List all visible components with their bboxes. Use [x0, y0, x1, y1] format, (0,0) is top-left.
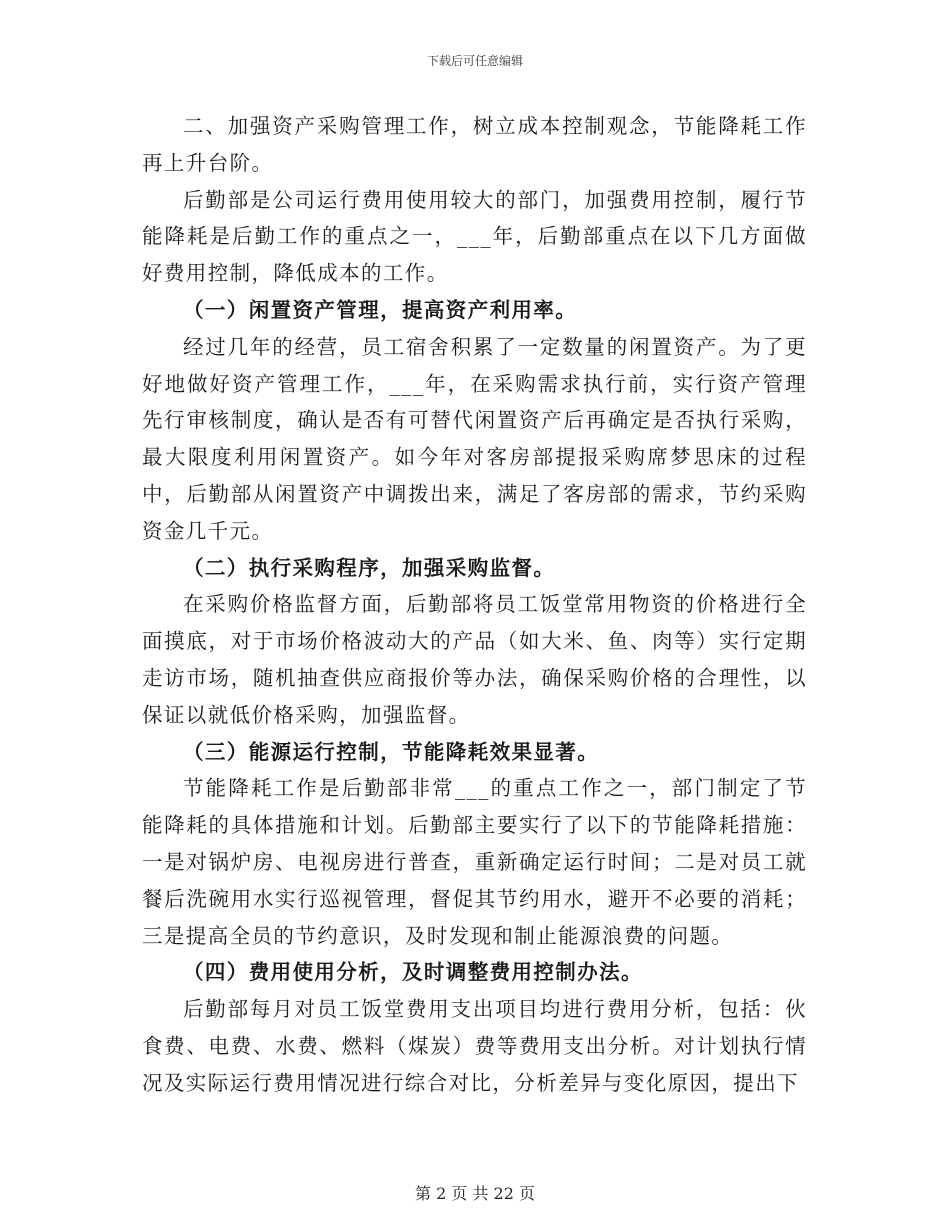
document-body [142, 108, 807, 1102]
page-header: 下载后可任意编辑 [426, 54, 523, 68]
section-heading-1: （一）闲置资产管理，提高资产利用率。 [183, 297, 578, 322]
page-number-footer: 第 2 页 共 22 页 [415, 1184, 535, 1203]
paragraph-5: 节能降耗工作是后勤部非常___的重点工作之一，部门制定了节能降耗的具体措施和计划。后勤部主要实行了以下的节能降耗措施：一是对锅炉房、电视房进行普查，重新确定运行时间；二是对员工就餐后洗碗用水实行巡视管理，督促其节约用水，避开不必要的消耗；三是提高全员的节约意识，及时发现和制止能源浪费的问题。 [142, 776, 807, 948]
section-heading-3: （三）能源运行控制，节能降耗效果显著。 [183, 739, 600, 764]
paragraph-6: 后勤部每月对员工饭堂费用支出项目均进行费用分析，包括：伙食费、电费、水费、燃料（煤炭）费等费用支出分析。对计划执行情况及实际运行费用情况进行综合对比，分析差异与变化原因，提出下 [142, 997, 807, 1095]
paragraph-2: 后勤部是公司运行费用使用较大的部门，加强费用控制，履行节能降耗是后勤工作的重点之一，___年，后勤部重点在以下几方面做好费用控制，降低成本的工作。 [142, 187, 807, 286]
section-heading-2: （二）执行采购程序，加强采购监督。 [183, 555, 556, 580]
section-heading-4: （四）费用使用分析，及时调整费用控制办法。 [183, 960, 643, 985]
paragraph-1: 二、加强资产采购管理工作，树立成本控制观念，节能降耗工作再上升台阶。 [142, 114, 807, 175]
paragraph-4: 在采购价格监督方面，后勤部将员工饭堂常用物资的价格进行全面摸底，对于市场价格波动大的产品（如大米、鱼、肉等）实行定期走访市场，随机抽查供应商报价等办法，确保采购价格的合理性，以保证以就低价格采购，加强监督。 [142, 592, 807, 727]
paragraph-3: 经过几年的经营，员工宿舍积累了一定数量的闲置资产。为了更好地做好资产管理工作，___年，在采购需求执行前，实行资产管理先行审核制度，确认是否有可替代闲置资产后再确定是否执行采购，最大限度利用闲置资产。如今年对客房部提报采购席梦思床的过程中，后勤部从闲置资产中调拨出来，满足了客房部的需求，节约采购资金几千元。 [142, 334, 807, 543]
